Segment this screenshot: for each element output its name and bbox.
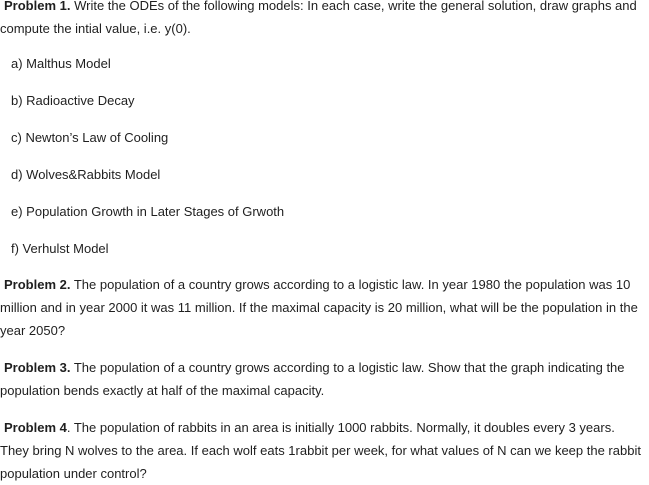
problem-1 — [0, 0, 645, 40]
problem-3-label: Problem 3. — [4, 360, 71, 375]
problem-4-text: . The population of rabbits in an area is initially 1000 rabbits. Normally, it doubles every 3 years. They bring N wolves to the area. If each wolf eats 1rabbit per week, for what values of N can we keep the rabbit population under control? — [0, 420, 641, 481]
list-item: c) Newton’s Law of Cooling — [11, 130, 169, 145]
problem-2-label: Problem 2. — [4, 277, 71, 292]
models-list — [0, 52, 284, 274]
problem-3-text: The population of a country grows according to a logistic law. Show that the graph indicating the population bends exactly at half of the maximal capacity. — [0, 360, 625, 398]
list-item: d) Wolves&Rabbits Model — [11, 167, 161, 182]
problem-2-text: The population of a country grows according to a logistic law. In year 1980 the population was 10 million and in year 2000 it was 11 million. If the maximal capacity is 20 million, what will be the population in the year 2050? — [0, 277, 638, 338]
list-item: f) Verhulst Model — [11, 241, 109, 256]
list-item: a) Malthus Model — [11, 56, 111, 71]
problem-1-label: Problem 1. — [4, 0, 71, 13]
list-item: e) Population Growth in Later Stages of Grwoth — [11, 204, 285, 219]
problem-4-label: Problem 4 — [4, 420, 67, 435]
list-item: b) Radioactive Decay — [11, 93, 135, 108]
problem-1-text: Write the ODEs of the following models: In each case, write the general solution, draw graphs and compute the intial value, i.e. y(0). — [0, 0, 637, 36]
problem-3 — [0, 356, 645, 402]
problem-2 — [0, 273, 645, 342]
problem-4 — [0, 416, 645, 485]
